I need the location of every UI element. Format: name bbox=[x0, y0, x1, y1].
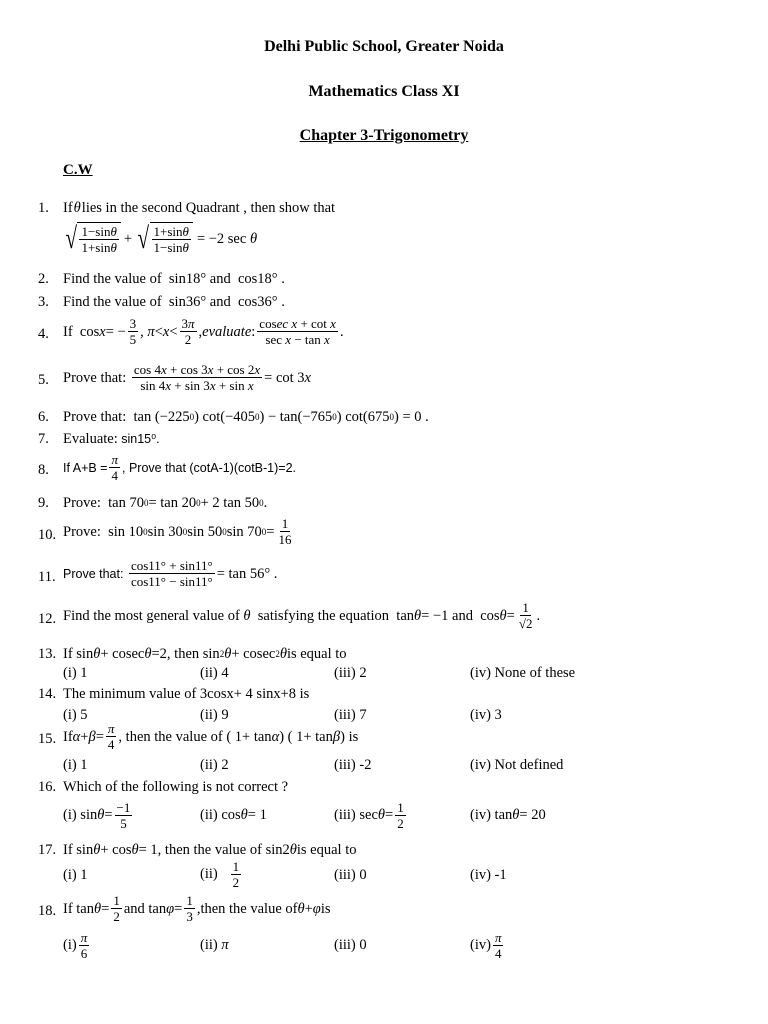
q16-option-3: (iii) sec θ = $\frac{1}{2}$ bbox=[334, 800, 404, 831]
q15-option-4: (iv) Not defined bbox=[470, 757, 564, 773]
q13-option-4: (iv) None of these bbox=[470, 665, 576, 681]
q15-option-1: (i) 1 bbox=[63, 757, 88, 773]
q17-option-3: (iii) 0 bbox=[334, 867, 367, 883]
school-title: Delhi Public School, Greater Noida bbox=[264, 38, 504, 55]
chapter-title: Chapter 3-Trigonometry bbox=[299, 127, 469, 144]
q14-option-1: (i) 5 bbox=[63, 707, 88, 723]
q17-option-4: (iv) -1 bbox=[470, 867, 507, 883]
section-label: C.W bbox=[63, 162, 93, 178]
q15-option-2: (ii) 2 bbox=[200, 757, 229, 773]
q16-option-4: (iv) tan θ = 20 bbox=[470, 807, 546, 823]
q13-option-2: (ii) 4 bbox=[200, 665, 229, 681]
q14-option-3: (iii) 7 bbox=[334, 707, 367, 723]
q17-option-1: (i) 1 bbox=[63, 867, 88, 883]
q16-option-2: (ii) cos θ = 1 bbox=[200, 807, 267, 823]
q13-option-3: (iii) 2 bbox=[334, 665, 367, 681]
q18-option-1: (i) $\frac{\pi}{6}$ bbox=[63, 930, 88, 961]
q16-option-1: (i) sin θ = $\frac{-1}{5}$ bbox=[63, 800, 131, 831]
q18-option-4: (iv) $\frac{\pi}{4}$ bbox=[470, 930, 502, 961]
q18-option-3: (iii) 0 bbox=[334, 937, 367, 953]
worksheet-page: Delhi Public School, Greater Noida Mathematics Class XI Chapter 3-Trigonometry C.W 1. If θ lies in the second Quadrant , then show that √ $\frac{1-\sin\theta}{1+\sin\theta}$ + √ $\frac{1+\sin\theta}{1-\sin\theta}$ = −2 sec θ 2. Find the value of sin18° and cos18° . 3. Find the value of sin36° and cos36° . 4. If cos x = − $\frac{3}{5}$ , π < x < $\frac{3\pi}{2}$ , evaluate : $\frac{\text{cosec x + cot x}}{\text{sec x − tan x}}$ . 5. Prove that: $\frac{\cos 4x + \cos 3x + \cos 2x}{\text{sin 4x + sin 3x + sin x}}$ = cot 3 x 6. Prove that: tan (−225 0 ) cot(−405 0 ) − tan(−765 0 ) cot(675 0 ) = 0 . 7. Evaluate: sin15⁰. 8. If A+B = $\frac{\pi}{4}$ , Prove that (cotA-1)(cotB-1)=2. 9. Prove: tan 70 0 = tan 20 0 + 2 tan 50 0 . 10. Prove: sin 10 0 sin 30 0 sin 50 0 sin 70 0 = $\frac{1}{16}$ 11. Prove that: $\frac{\cos 11^\circ + \sin 11^\circ}{\cos 11^\circ - \sin 11^\circ}$ = tan 56° . 12. Find the most general value of θ satisfying the equation tan θ = −1 and cos θ = $\frac{1}{√2}$ . 13. If sin θ + cosec θ =2, then sin 2 θ + cosec 2 θ is equal to (i) 1 (ii) 4 (iii) 2 (iv) None of these 14. The minimum value of 3cosx+ 4 sinx+8 is (i) 5 (ii) 9 (iii) 7 (iv) 3 15. If α + β = $\frac{\pi}{4}$ , then the value of ( 1+ tan α ) ( 1+ tan β ) is (i) 1 (ii) 2 (iii) -2 (iv) Not defined 16. Which of the following is not correct ? (i) sin θ = $\frac{-1}{5}$ (ii) cos θ = 1 (iii) sec θ = $\frac{1}{2}$ (iv) tan θ = 20 17. If sin θ + cos θ = 1, then the value of sin2 θ is equal to (i) 1 (ii) $\frac{1}{2}$ (iii) 0 (iv) -1 18. If tan θ = $\frac{1}{2}$ and tan φ = $\frac{1}{3}$ ,then the value of θ + φ is (i) $\frac{\pi}{6}$ (ii) π (iii) 0 (iv) $\frac{\pi}{4}$ bbox=[0, 0, 768, 1024]
q15-option-3: (iii) -2 bbox=[334, 757, 372, 773]
question-1-expression: √ $\frac{1-\sin\theta}{1+\sin\theta}$ + √ $\frac{1+\sin\theta}{1-\sin\theta}$ = −2 sec θ bbox=[65, 222, 258, 255]
q18-option-2: (ii) π bbox=[200, 937, 229, 953]
subject-title: Mathematics Class XI bbox=[308, 83, 460, 100]
q14-option-2: (ii) 9 bbox=[200, 707, 229, 723]
q13-option-1: (i) 1 bbox=[63, 665, 88, 681]
q14-option-4: (iv) 3 bbox=[470, 707, 502, 723]
q17-option-2: (ii) $\frac{1}{2}$ bbox=[200, 859, 240, 890]
